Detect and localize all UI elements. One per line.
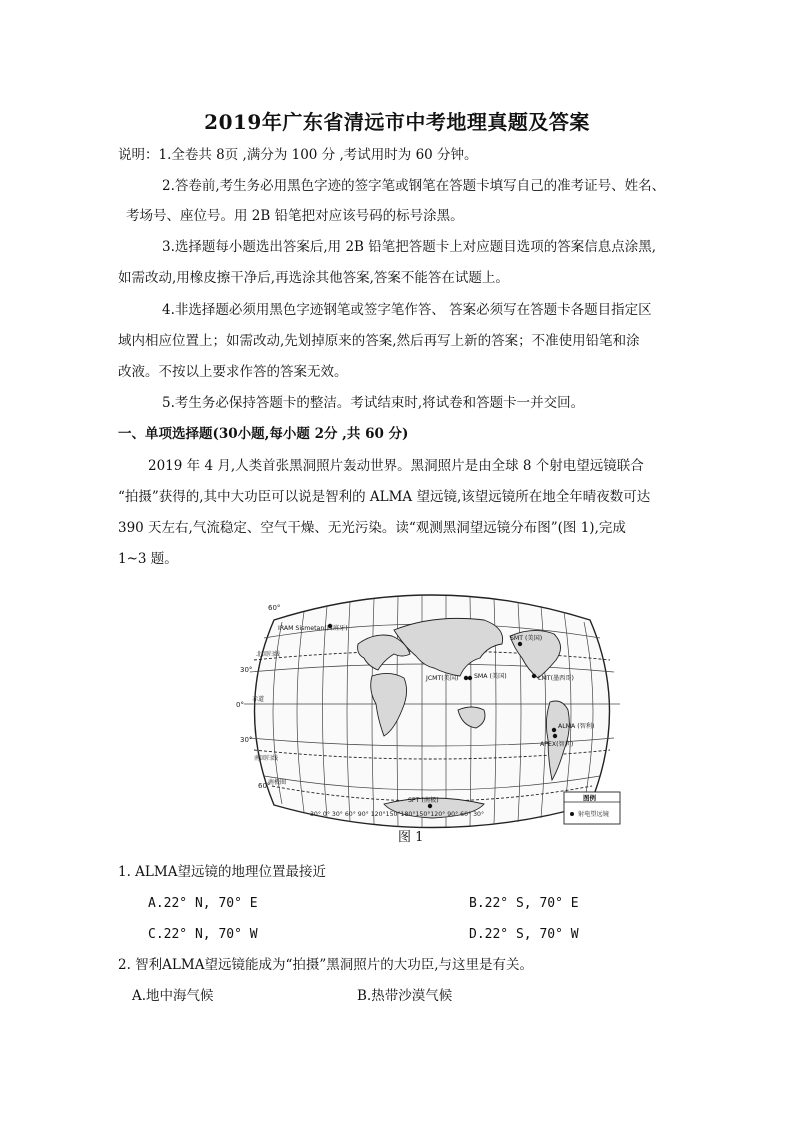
belt-label-north-tropic: 北回归线 xyxy=(256,651,281,658)
instruction-line-2: 2.答卷前,考生务必用黑色字迹的签字笔或钢笔在答题卡填写自己的准考证号、姓名、 xyxy=(162,178,666,194)
telescope-point-smt xyxy=(518,642,522,646)
question-1-option-b: B.22° S, 70° E xyxy=(469,896,579,911)
lat-label-30n: 30° xyxy=(240,666,253,674)
passage-line-2: “拍摄”获得的,其中大功臣可以说是智利的 ALMA 望远镜,该望远镜所在地全年晴夜数可达 xyxy=(118,489,651,505)
telescope-label-smt: SMT (美国) xyxy=(510,635,543,642)
telescope-point-sma xyxy=(468,676,472,680)
legend-title: 图例 xyxy=(583,794,596,802)
telescope-label-alma: ALMA (智利) xyxy=(558,723,595,730)
telescope-point-apex xyxy=(553,734,557,738)
telescope-point-jcmt xyxy=(464,676,468,680)
instruction-line-5: 如需改动,用橡皮擦干净后,再选涂其他答案,答案不能答在试题上。 xyxy=(118,270,509,286)
instruction-line-4: 3.选择题每小题选出答案后,用 2B 铅笔把答题卡上对应题目选项的答案信息点涂黑, xyxy=(162,239,657,255)
telescope-label-jcmt: JCMT(美国) xyxy=(426,675,459,682)
passage-line-3: 390 天左右,气流稳定、空气干燥、无光污染。读“观测黑洞望远镜分布图”(图 1),完成 xyxy=(118,520,626,536)
telescope-label-spt: SPT (南极) xyxy=(408,797,439,804)
telescope-label-sma: SMA (美国) xyxy=(474,673,507,680)
passage-line-1: 2019 年 4 月,人类首张黑洞照片轰动世界。黑洞照片是由全球 8 个射电望远镜联合 xyxy=(148,458,644,474)
question-1-option-c: C.22° N, 70° W xyxy=(148,927,258,942)
lat-label-30s: 30° xyxy=(240,736,253,744)
legend-dot-icon xyxy=(570,812,574,816)
map-legend xyxy=(564,792,620,824)
lat-label-60s: 60° xyxy=(258,782,271,790)
page-title: 2019年广东省清远市中考地理真题及答案 xyxy=(204,110,590,134)
instruction-line-3: 考场号、座位号。用 2B 铅笔把对应该号码的标号涂黑。 xyxy=(126,208,464,224)
telescope-label-iram: IRAM Sismetan(西班牙) xyxy=(278,625,348,632)
instruction-line-6: 4.非选择题必须用黑色字迹钢笔或签字笔作答、 答案必须写在答题卡各题目指定区 xyxy=(162,302,652,318)
instruction-line-7: 域内相应位置上；如需改动,先划掉原来的答案,然后再写上新的答案；不准使用铅笔和涂 xyxy=(118,333,640,349)
question-1-option-d: D.22° S, 70° W xyxy=(469,927,579,942)
belt-label-south-tropic: 南回归线 xyxy=(254,755,279,762)
question-2-stem: 2. 智利ALMA望远镜能成为“拍摄”黑洞照片的大功臣,与这里是有关。 xyxy=(118,957,534,973)
belt-label-antarctic-circle: 南极圈 xyxy=(268,779,287,786)
question-2-option-a: A.地中海气候 xyxy=(132,988,214,1004)
instruction-line-1: 说明：1.全卷共 8页 ,满分为 100 分 ,考试用时为 60 分钟。 xyxy=(118,147,478,163)
question-1-option-a: A.22° N, 70° E xyxy=(148,896,258,911)
belt-label-equator: 赤道 xyxy=(252,696,265,703)
lat-label-60n: 60° xyxy=(268,604,281,612)
telescope-label-apex: APEX(智利) xyxy=(540,741,574,748)
telescope-world-map xyxy=(234,580,630,845)
question-1-stem: 1. ALMA望远镜的地理位置最接近 xyxy=(118,864,326,880)
telescope-label-lmt: LMT(墨西哥) xyxy=(538,675,574,682)
telescope-point-alma xyxy=(552,728,556,732)
figure-caption: 图 1 xyxy=(398,830,424,845)
legend-item-label: 射电望远镜 xyxy=(578,811,609,818)
instruction-line-9: 5.考生务必保持答题卡的整洁。考试结束时,将试卷和答题卡一并交回。 xyxy=(162,395,585,411)
section-heading: 一、单项选择题(30小题,每小题 2分 ,共 60 分) xyxy=(118,426,409,442)
lat-label-0: 0° xyxy=(236,701,244,709)
instruction-line-8: 改液。不按以上要求作答的答案无效。 xyxy=(118,364,348,380)
question-2-option-b: B.热带沙漠气候 xyxy=(357,988,453,1004)
telescope-point-lmt xyxy=(532,674,536,678)
telescope-point-spt xyxy=(428,804,432,808)
longitude-labels: 30° 0° 30° 60° 90° 120°150°180°150°120° 90° 60° 30° xyxy=(310,811,485,818)
passage-line-4: 1~3 题。 xyxy=(118,551,178,567)
